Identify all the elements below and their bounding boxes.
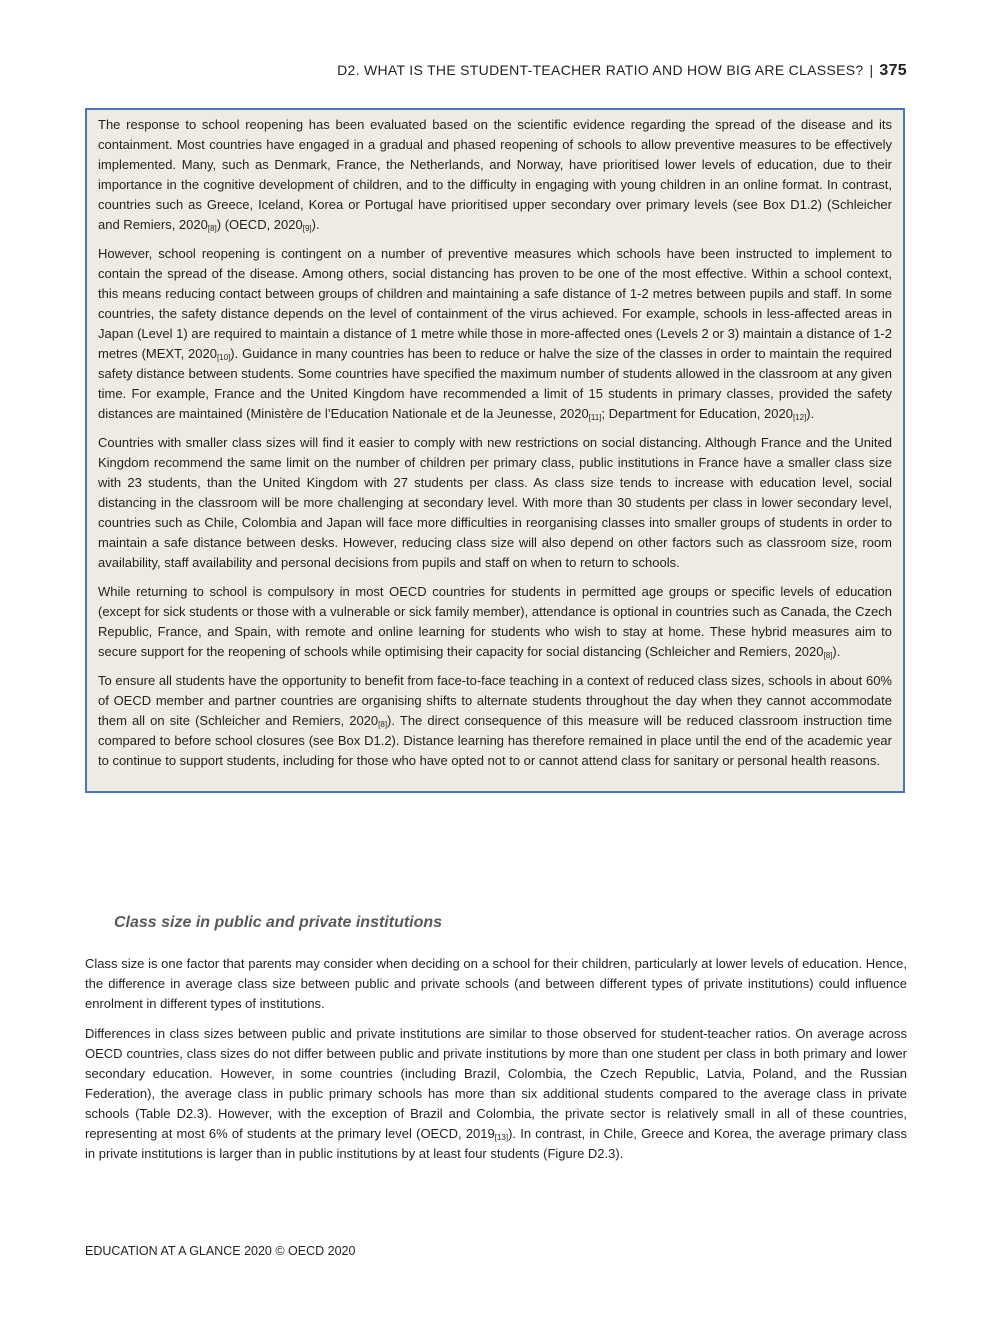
reference-marker: [10] [216,353,231,362]
header-title: D2. WHAT IS THE STUDENT-TEACHER RATIO AND HOW BIG ARE CLASSES? [337,62,864,78]
box-p4-text-a: While returning to school is compulsory in most OECD countries for students in permitted age groups or specific levels of education (except for sick students or those with a vulnerable or sick family member), attendance is optional in countries such as Canada, the Czech Republic, France, and Spain, with remote and online learning for students who wish to stay at home. These hybrid measures aim to secure support for the reopening of schools while optimising their capacity for social distancing (Schleicher and Remiers, 2020 [98,584,892,659]
reference-marker: [9] [302,224,312,233]
body-paragraph-2 [85,1024,907,1164]
box-p4-text-b: ). [832,644,841,659]
box-paragraph-4 [98,582,892,662]
box-p2-text-c: ; Department for Education, 2020 [601,406,793,421]
reference-marker: [13] [494,1133,509,1142]
page-number: 375 [879,62,907,79]
box-p1-text-b: ) (OECD, 2020 [216,217,303,232]
box-p5-text-b: ). The direct consequence of this measure will be reduced classroom instruction time compared to before school closures (see Box D1.2). Distance learning has therefore remained in place until the end of the academic year to continue to support students, including for those who have opted not to or cannot attend class for sanitary or personal health reasons. [98,713,892,768]
box-p2-text-a: However, school reopening is contingent on a number of preventive measures which schools have been instructed to implement to contain the spread of the disease. Among others, social distancing has proven to be one of the most effective. Within a school context, this means reducing contact between groups of children and maintaining a safe distance of 1-2 metres between pupils and staff. In some countries, the safety distance depends on the level of containment of the virus achieved. For example, schools in less-affected areas in Japan (Level 1) are required to maintain a distance of 1 metre while those in more-affected ones (Levels 2 or 3) maintain a distance of 1-2 metres (MEXT, 2020 [98,246,892,361]
reference-marker: [8] [207,224,217,233]
box-paragraph-2 [98,244,892,424]
reference-marker: [8] [378,720,388,729]
reference-marker: [12] [792,413,807,422]
box-p5-text-a: To ensure all students have the opportunity to benefit from face-to-face teaching in a context of reduced class sizes, schools in about 60% of OECD member and partner countries are organising shifts to alternate students throughout the day when they cannot accommodate them all on site (Schleicher and Remiers, 2020 [98,673,892,728]
reference-marker: [8] [823,651,833,660]
reference-marker: [11] [588,413,602,422]
running-header [337,62,907,80]
section-heading: Class size in public and private institutions [114,914,443,931]
box-p2-text-b: ). Guidance in many countries has been to reduce or halve the size of the classes in order to maintain the required safety distance between students. Some countries have specified the maximum number of students allowed in the classroom at any given time. For example, France and the United Kingdom have recommended a limit of 15 students in primary classes, provided the safety distances are maintained (Ministère de l’Education Nationale et de la Jeunesse, 2020 [98,346,892,421]
body-p2-text-b: ). In contrast, in Chile, Greece and Korea, the average primary class in private institutions is larger than in public institutions by at least four students (Figure D2.3). [85,1126,907,1161]
box-p1-text-c: ). [311,217,320,232]
covid-box [85,108,905,793]
box-paragraph-1 [98,115,892,235]
box-p1-text-a: The response to school reopening has been evaluated based on the scientific evidence regarding the spread of the disease and its containment. Most countries have engaged in a gradual and phased reopening of schools to allow preventive measures to be effectively implemented. Many, such as Denmark, France, the Netherlands, and Norway, have prioritised lower levels of education, due to their importance in the cognitive development of children, and to the difficulty in engaging with young children in an online format. In contrast, countries such as Greece, Iceland, Korea or Portugal have prioritised upper secondary over primary levels (see Box D1.2) (Schleicher and Remiers, 2020 [98,117,892,232]
box-paragraph-3: Countries with smaller class sizes will find it easier to comply with new restrictions on social distancing. Although France and the United Kingdom recommend the same limit on the number of children per primary class, public institutions in France have a smaller class size with 23 students, than the United Kingdom with 27 students per class. As class size tends to increase with education level, social distancing in the classroom will be more challenging at secondary level. With more than 30 students per class in lower secondary level, countries such as Chile, Colombia and Japan will face more difficulties in reorganising classes into smaller groups of students in order to maintain a safe distance between desks. However, reducing class size will also depend on other factors such as classroom size, room availability, staff availability and personal decisions from pupils and staff on when to return to schools. [98,435,892,570]
page-footer: EDUCATION AT A GLANCE 2020 © OECD 2020 [85,1244,356,1258]
body-paragraph-1: Class size is one factor that parents may consider when deciding on a school for their children, particularly at lower levels of education. Hence, the difference in average class size between public and private schools (and between different types of private institutions) could influence enrolment in different types of institutions. [85,956,907,1011]
body-p2-text-a: Differences in class sizes between public and private institutions are similar to those observed for student-teacher ratios. On average across OECD countries, class sizes do not differ between public and private institutions by more than one student per class in both primary and lower secondary education. However, in some countries (including Brazil, Colombia, the Czech Republic, Latvia, Poland, and the Russian Federation), the average class in public primary schools has more than six additional students compared to the average class in private schools (Table D2.3). However, with the exception of Brazil and Colombia, the private sector is relatively small in all of these countries, representing at most 6% of students at the primary level (OECD, 2019 [85,1026,907,1141]
header-separator: | [869,62,874,78]
box-paragraph-5 [98,671,892,771]
body-text [85,954,907,1174]
box-p2-text-d: ). [806,406,815,421]
